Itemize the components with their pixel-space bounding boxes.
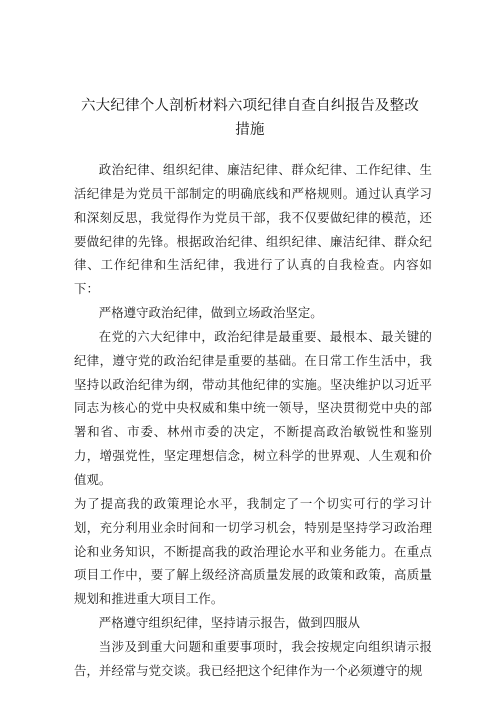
paragraph-organizational-discipline: 当涉及到重大问题和重要事项时，我会按规定向组织请示报告，并经常与党交谈。我已经把这个纪律作为一个必须遵守的规: [74, 638, 432, 678]
paragraph-heading-political: 严格遵守政治纪律，做到立场政治坚定。: [98, 305, 323, 321]
document-title-line2: 措施: [235, 122, 265, 138]
document-body: [74, 158, 432, 683]
paragraph-heading-organizational: 严格遵守组织纪律，坚持请示报告，做到四服从: [98, 615, 361, 631]
paragraph-study-plan: 为了提高我的政策理论水平，我制定了一个切实可行的学习计划，充分利用业余时间和一切学习机会，特别是坚持学习政治理论和业务知识，不断提高我的政治理论水平和业务能力。在重点项目工作中，要了解上级经济高质量发展的政策和政策，高质量规划和推进重大项目工作。: [74, 495, 432, 607]
paragraph-political-discipline: 在党的六大纪律中，政治纪律是最重要、最根本、最关键的纪律，遵守党的政治纪律是重要的基础。在日常工作生活中，我坚持以政治纪律为纲，带动其他纪律的实施。坚决维护以习近平同志为核心的党中央权威和集中统一领导，坚决贯彻党中央的部署和省、市委、林州市委的决定，不断提高政治敏锐性和鉴别力，增强党性，坚定理想信念，树立科学的世界观、人生观和价值观。: [74, 328, 432, 487]
paragraph-intro: 政治纪律、组织纪律、廉洁纪律、群众纪律、工作纪律、生活纪律是为党员干部制定的明确底线和严格规则。通过认真学习和深刻反思，我觉得作为党员干部，我不仅要做纪律的模范，还要做纪律的先锋。根据政治纪律、组织纪律、廉洁纪律、群众纪律、工作纪律和生活纪律，我进行了认真的自我检查。内容如下：: [74, 162, 432, 297]
document-title: [60, 94, 440, 142]
document-title-line1: 六大纪律个人剖析材料六项纪律自查自纠报告及整改: [80, 98, 420, 114]
